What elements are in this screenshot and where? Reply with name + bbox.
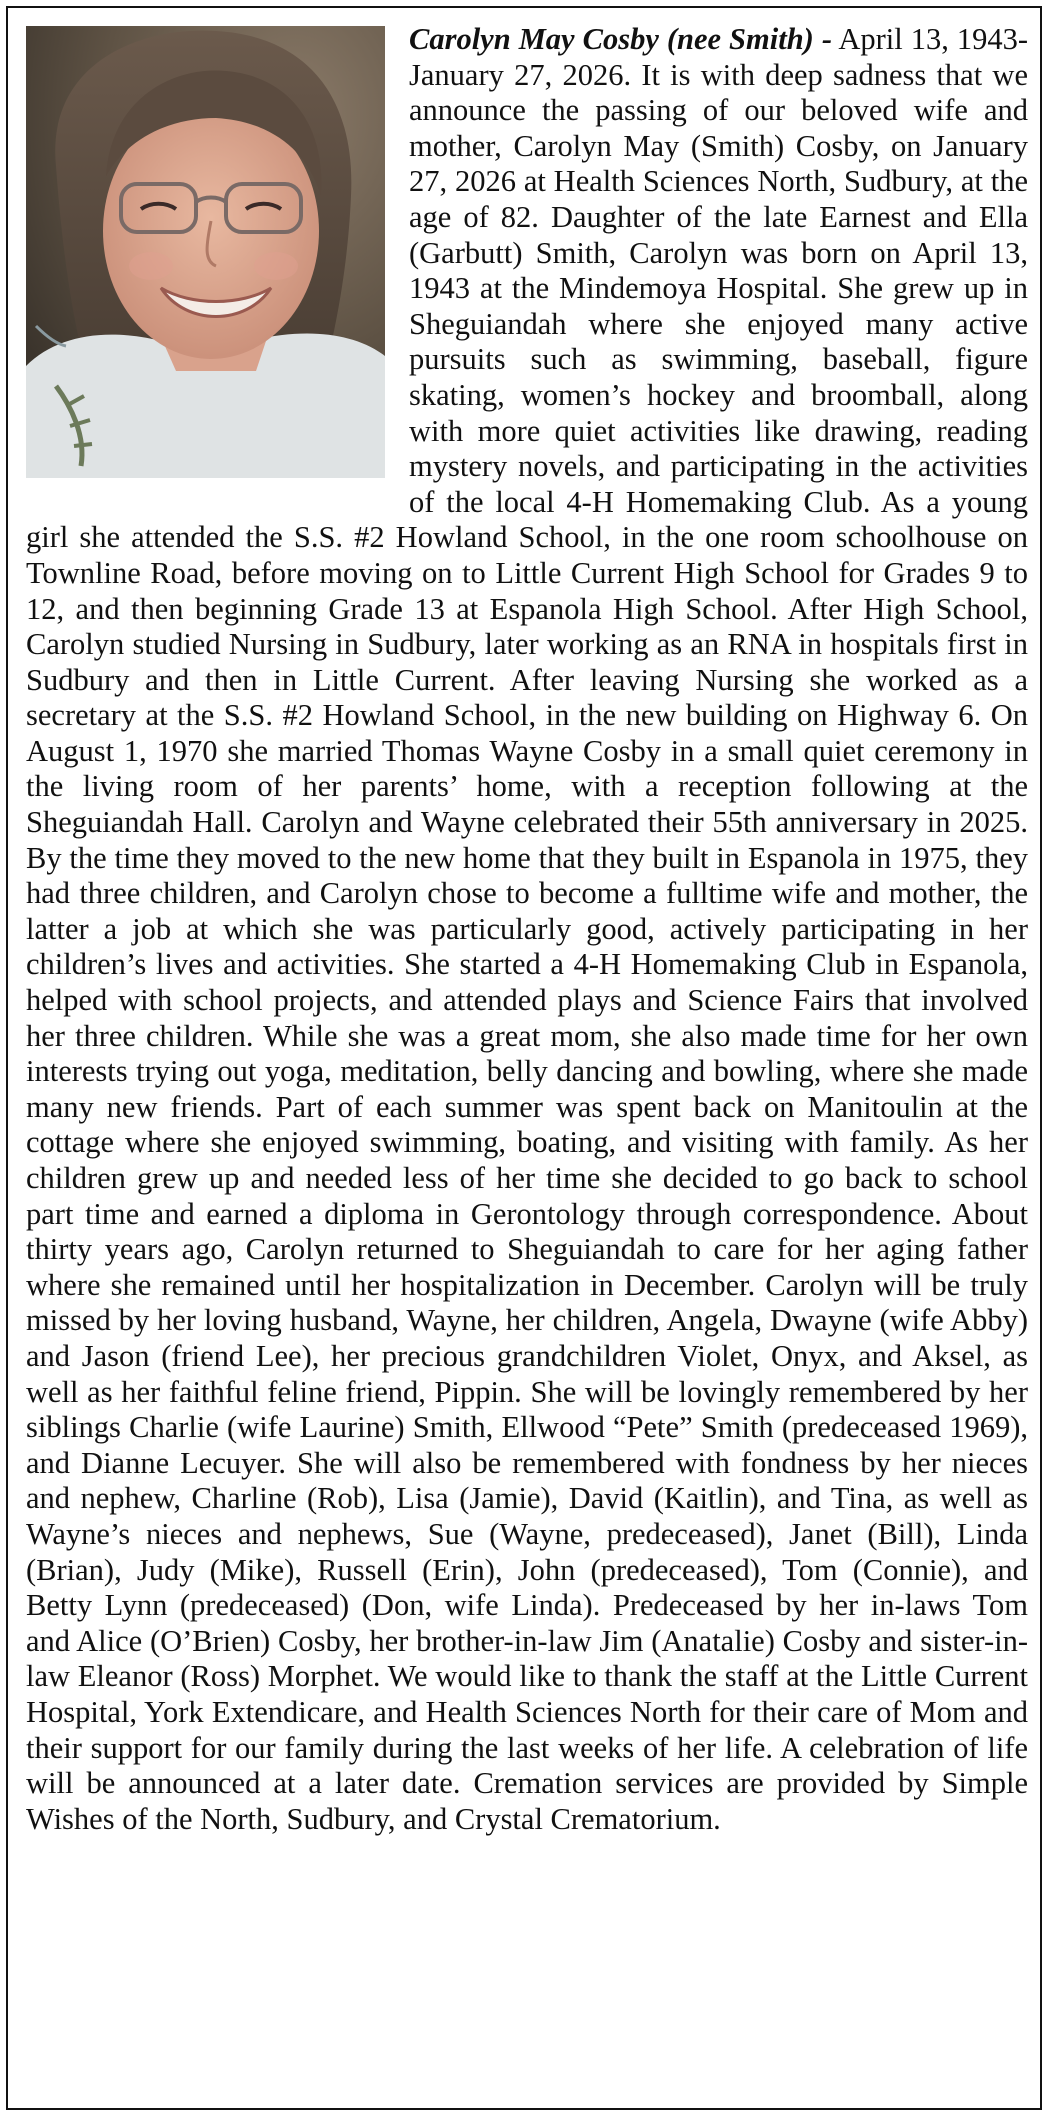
portrait-photo: [26, 26, 385, 478]
deceased-name: Carolyn May Cosby (nee Smith) -: [409, 22, 832, 56]
obituary-body: April 13, 1943-January 27, 2026. It is with deep sadness that we announce the passing of our beloved wife and mother, Carolyn May (Smith) Cosby, on January 27, 2026 at Health Sciences North, Sudbury, at the age of 82. Daughter of the late Earnest and Ella (Garbutt) Smith, Carolyn was born on April 13, 1943 at the Mindemoya Hospital. She grew up in Sheguiandah where she enjoyed many active pursuits such as swimming, baseball, figure skating, women’s hockey and broomball, along with more quiet activities like drawing, reading mystery novels, and participating in the activities of the local 4-H Homemaking Club. As a young girl she attended the S.S. #2 Howland School, in the one room schoolhouse on Townline Road, before moving on to Little Current High School for Grades 9 to 12, and then beginning Grade 13 at Espanola High School. After High School, Carolyn studied Nursing in Sudbury, later working as an RNA in hospitals first in Sudbury and then in Little Current. After leaving Nursing she worked as a secretary at the S.S. #2 Howland School, in the new building on Highway 6. On August 1, 1970 she married Thomas Wayne Cosby in a small quiet ceremony in the living room of her parents’ home, with a reception following at the Sheguiandah Hall. Carolyn and Wayne celebrated their 55th anniversary in 2025. By the time they moved to the new home that they built in Espanola in 1975, they had three children, and Carolyn chose to become a fulltime wife and mother, the latter a job at which she was particularly good, actively participating in her children’s lives and activities. She started a 4-H Homemaking Club in Espanola, helped with school projects, and attended plays and Science Fairs that involved her three children. While she was a great mom, she also made time for her own interests trying out yoga, meditation, belly dancing and bowling, where she made many new friends. Part of each summer was spent back on Manitoulin at the cottage where she enjoyed swimming, boating, and visiting with family. As her children grew up and needed less of her time she decided to go back to school part time and earned a diploma in Gerontology through correspondence. About thirty years ago, Carolyn returned to Sheguiandah to care for her aging father where she remained until her hospitalization in December. Carolyn will be truly missed by her loving husband, Wayne, her children, Angela, Dwayne (wife Abby) and Jason (friend Lee), her precious grandchildren Violet, Onyx, and Aksel, as well as her faithful feline friend, Pippin. She will be lovingly remembered by her siblings Charlie (wife Laurine) Smith, Ellwood “Pete” Smith (predeceased 1969), and Dianne Lecuyer. She will also be remembered with fondness by her nieces and nephew, Charline (Rob), Lisa (Jamie), David (Kaitlin), and Tina, as well as Wayne’s nieces and nephews, Sue (Wayne, predeceased), Janet (Bill), Linda (Brian), Judy (Mike), Russell (Erin), John (predeceased), Tom (Connie), and Betty Lynn (predeceased) (Don, wife Linda). Predeceased by her in-laws Tom and Alice (O’Brien) Cosby, her brother-in-law Jim (Anatalie) Cosby and sister-in-law Eleanor (Ross) Morphet. We would like to thank the staff at the Little Current Hospital, York Extendicare, and Health Sciences North for their care of Mom and their support for our family during the last weeks of her life. A celebration of life will be announced at a later date. Cremation services are provided by Simple Wishes of the North, Sudbury, and Crystal Crematorium.: [26, 22, 1028, 1836]
obituary-notice: [26, 22, 1028, 1837]
portrait-illustration: [26, 26, 385, 478]
